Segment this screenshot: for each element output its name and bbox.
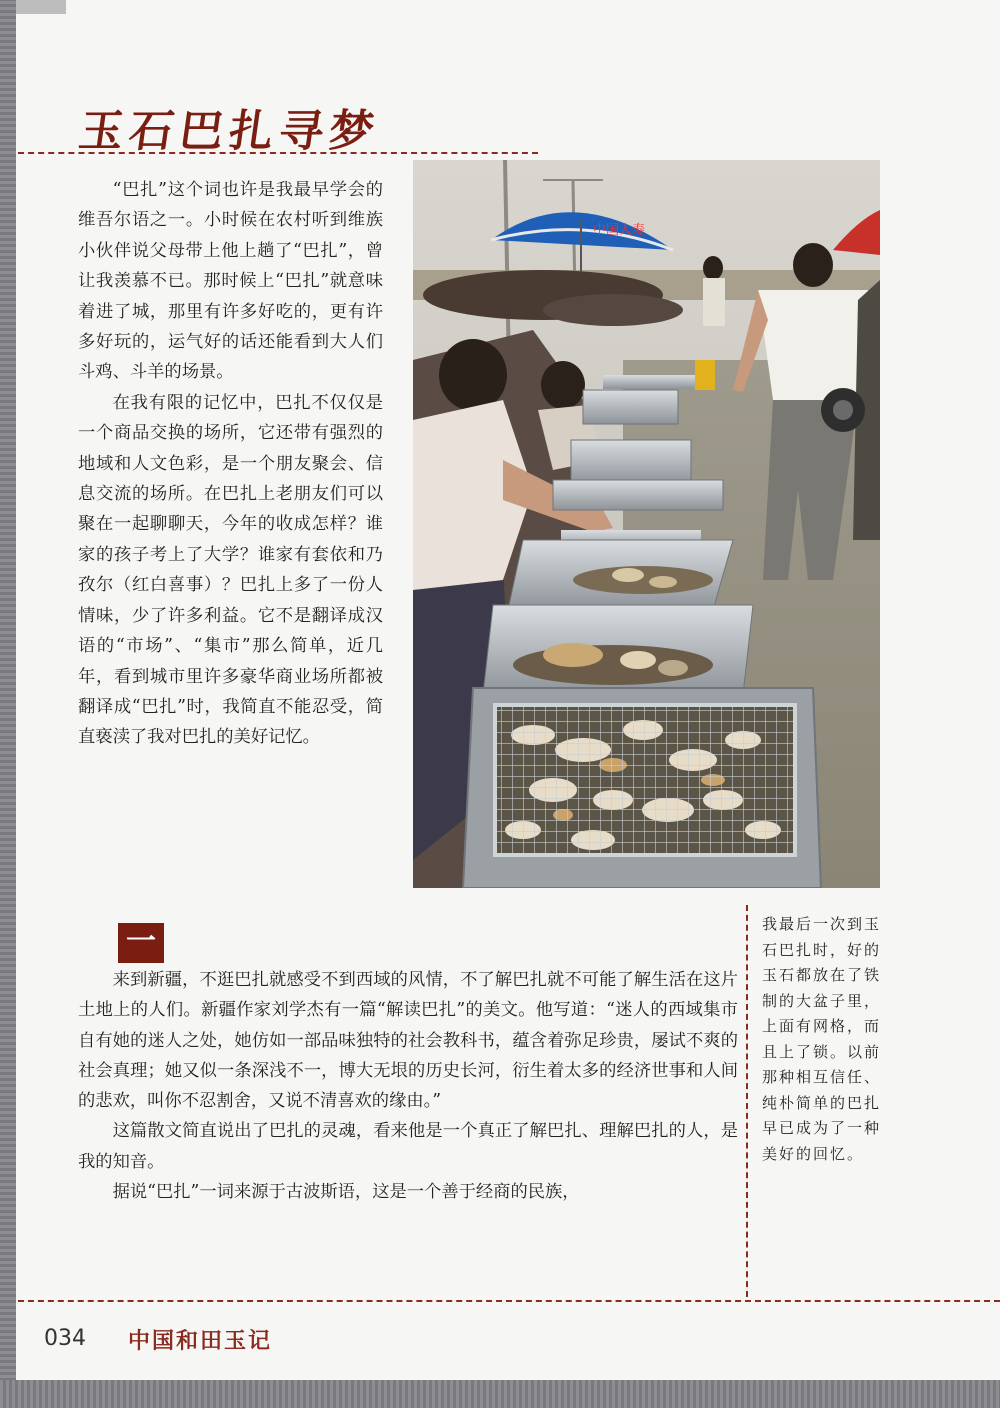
page-number: 034 bbox=[44, 1326, 86, 1351]
jade-market-photo bbox=[413, 160, 880, 888]
article-title: 玉石巴扎寻梦 bbox=[75, 106, 383, 157]
book-title: 中国和田玉记 bbox=[128, 1328, 273, 1354]
page-frame-corner bbox=[16, 0, 66, 14]
jade-market-photo-svg bbox=[413, 160, 880, 888]
intro-column bbox=[78, 175, 383, 753]
umbrella-text: 中国人寿 bbox=[593, 223, 646, 238]
page-frame-bottom bbox=[0, 1380, 1000, 1408]
intro-paragraph: “巴扎”这个词也许是我最早学会的维吾尔语之一。小时候在农村听到维族小伙伴说父母带上他上趟了“巴扎”，曾让我羡慕不已。那时候上“巴扎”就意味着进了城，那里有许多好吃的，更有许多好玩的，运气好的话还能看到大人们斗鸡、斗羊的场景。 bbox=[78, 180, 383, 383]
title-divider bbox=[18, 152, 538, 154]
sidebar-divider bbox=[746, 905, 748, 1297]
sidebar-caption: 我最后一次到玉石巴扎时，好的玉石都放在了铁制的大盆子里，上面有网格，而且上了锁。以前那种相互信任、纯朴简单的巴扎早已成为了一种美好的回忆。 bbox=[762, 915, 882, 1163]
footer-divider bbox=[18, 1300, 1000, 1302]
intro-paragraph: 在我有限的记忆中，巴扎不仅仅是一个商品交换的场所，它还带有强烈的地域和人文色彩，是一个朋友聚会、信息交流的场所。在巴扎上老朋友们可以聚在一起聊聊天，今年的收成怎样？谁家的孩子考上了大学？谁家有套依和乃孜尔（红白喜事）？巴扎上多了一份人情味，少了许多利益。它不是翻译成汉语的“市场”、“集市”那么简单，近几年，看到城市里许多豪华商业场所都被翻译成“巴扎”时，我简直不能忍受，简直亵渎了我对巴扎的美好记忆。 bbox=[78, 392, 383, 748]
section-number-badge: 一 bbox=[118, 923, 164, 963]
body-text bbox=[78, 965, 738, 1207]
page-frame-left bbox=[0, 0, 16, 1408]
body-paragraph: 据说“巴扎”一词来源于古波斯语，这是一个善于经商的民族， bbox=[112, 1182, 580, 1203]
body-paragraph: 来到新疆，不逛巴扎就感受不到西域的风情，不了解巴扎就不可能了解生活在这片土地上的人们。新疆作家刘学杰有一篇“解读巴扎”的美文。他写道：“迷人的西域集市自有她的迷人之处，她仿如一部品味独特的社会教科书，蕴含着弥足珍贵，屡试不爽的社会真理；她又似一条深浅不一，博大无垠的历史长河，衍生着太多的经济世事和人间的悲欢，叫你不忍割舍，又说不清喜欢的缘由。” bbox=[78, 970, 738, 1112]
body-paragraph: 这篇散文简直说出了巴扎的灵魂，看来他是一个真正了解巴扎、理解巴扎的人，是我的知音。 bbox=[78, 1121, 738, 1172]
